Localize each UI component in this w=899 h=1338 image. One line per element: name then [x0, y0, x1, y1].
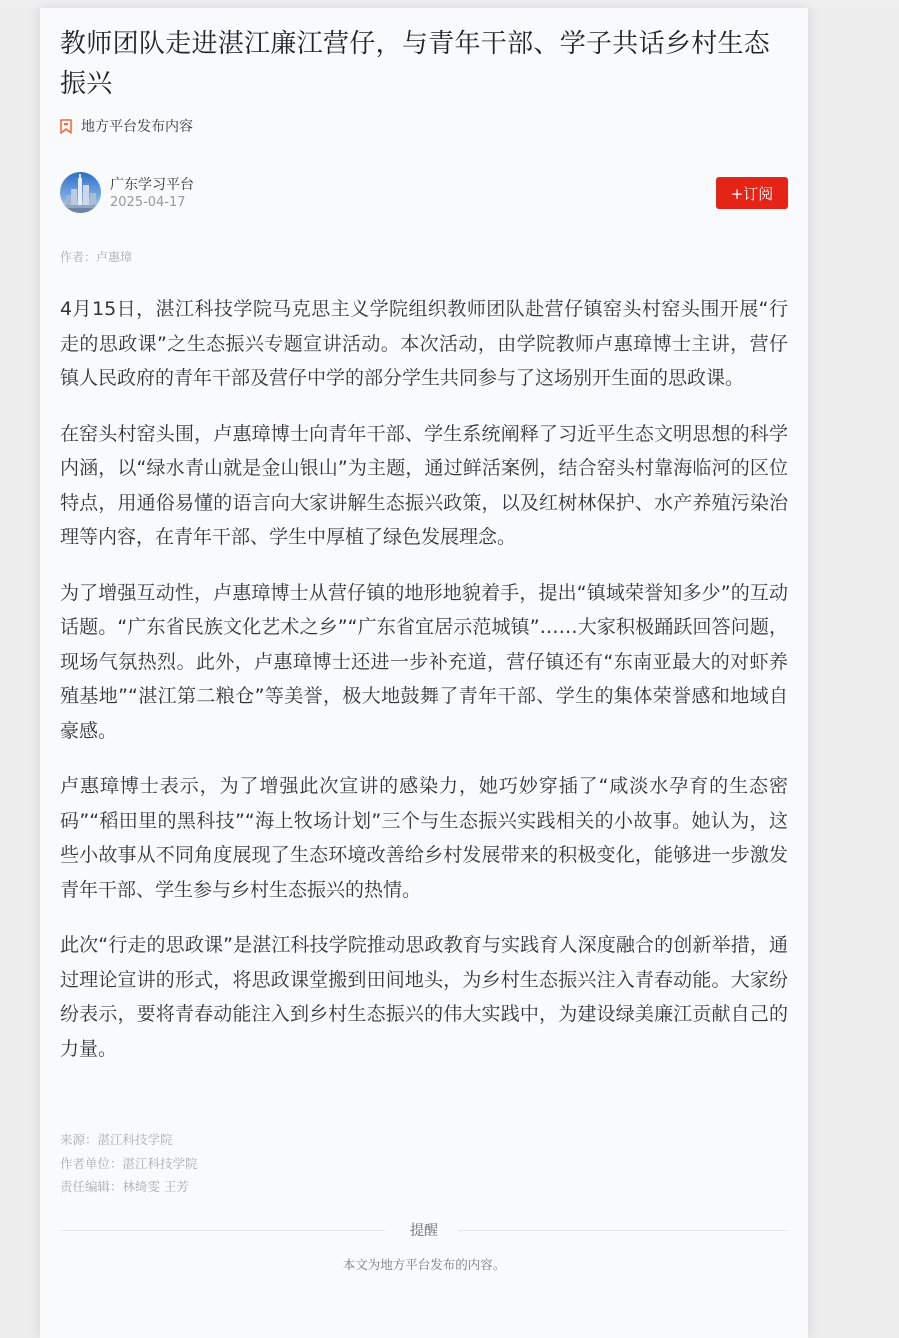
reminder-divider: [60, 1220, 788, 1240]
divider-right: [458, 1230, 788, 1231]
article-body: [60, 292, 788, 1087]
publisher-name[interactable]: 广东学习平台: [110, 177, 194, 193]
article-paragraph: 卢惠璋博士表示，为了增强此次宣讲的感染力，她巧妙穿插了“咸淡水孕育的生态密码”“稻田里的黑科技”“海上牧场计划”三个与生态振兴实践相关的小故事。她认为，这些小故事从不同角度展现了生态环境改善给乡村发展带来的积极变化，能够进一步激发青年干部、学生参与乡村生态振兴的热情。: [60, 775, 788, 901]
publisher-row: [60, 172, 788, 214]
platform-tag-label: 地方平台发布内容: [81, 119, 193, 135]
reminder-text: 本文为地方平台发布的内容。: [342, 1257, 506, 1272]
article-paragraph: 为了增强互动性，卢惠璋博士从营仔镇的地形地貌着手，提出“镇域荣誉知多少”的互动话题。“广东省民族文化艺术之乡”“广东省宜居示范城镇”……大家积极踊跃回答问题，现场气氛热烈。此外，卢惠璋博士还进一步补充道，营仔镇还有“东南亚最大的对虾养殖基地”“湛江第二粮仓”等美誉，极大地鼓舞了青年干部、学生的集体荣誉感和地域自豪感。: [60, 581, 788, 742]
reminder-label: 提醒: [410, 1223, 438, 1239]
city-skyline-avatar: [60, 172, 101, 213]
author-unit-line: 作者单位：湛江科技学院: [60, 1155, 198, 1171]
editor-line: 责任编辑：林绮雯 王芳: [60, 1179, 189, 1194]
article-card: [40, 8, 808, 1338]
platform-tag: [60, 116, 193, 136]
source-line: 来源：湛江科技学院: [60, 1132, 173, 1147]
browser-top-strip: [0, 0, 899, 8]
article-meta: [60, 1128, 198, 1199]
author-line: 作者：卢惠璋: [60, 250, 133, 264]
publisher-avatar[interactable]: [60, 172, 101, 213]
article-title: 教师团队走进湛江廉江营仔，与青年干部、学子共话乡村生态振兴: [60, 29, 771, 99]
article-paragraph: 在窑头村窑头围，卢惠璋博士向青年干部、学生系统阐释了习近平生态文明思想的科学内涵，以“绿水青山就是金山银山”为主题，通过鲜活案例，结合窑头村靠海临河的区位特点，用通俗易懂的语言向大家讲解生态振兴政策，以及红树林保护、水产养殖污染治理等内容，在青年干部、学生中厚植了绿色发展理念。: [60, 422, 788, 548]
publish-date: 2025-04-17: [110, 195, 186, 210]
article-paragraph: 此次“行走的思政课”是湛江科技学院推动思政教育与实践育人深度融合的创新举措，通过理论宣讲的形式，将思政课堂搬到田间地头，为乡村生态振兴注入青春动能。大家纷纷表示，要将青春动能注入到乡村生态振兴的伟大实践中，为建设绿美廉江贡献自己的力量。: [60, 934, 788, 1060]
bookmark-ribbon-icon: [60, 119, 72, 134]
subscribe-button[interactable]: +订阅: [716, 177, 788, 209]
article-paragraph: 4月15日，湛江科技学院马克思主义学院组织教师团队赴营仔镇窑头村窑头围开展“行走的思政课”之生态振兴专题宣讲活动。本次活动，由学院教师卢惠璋博士主讲，营仔镇人民政府的青年干部及营仔中学的部分学生共同参与了这场别开生面的思政课。: [60, 298, 788, 389]
